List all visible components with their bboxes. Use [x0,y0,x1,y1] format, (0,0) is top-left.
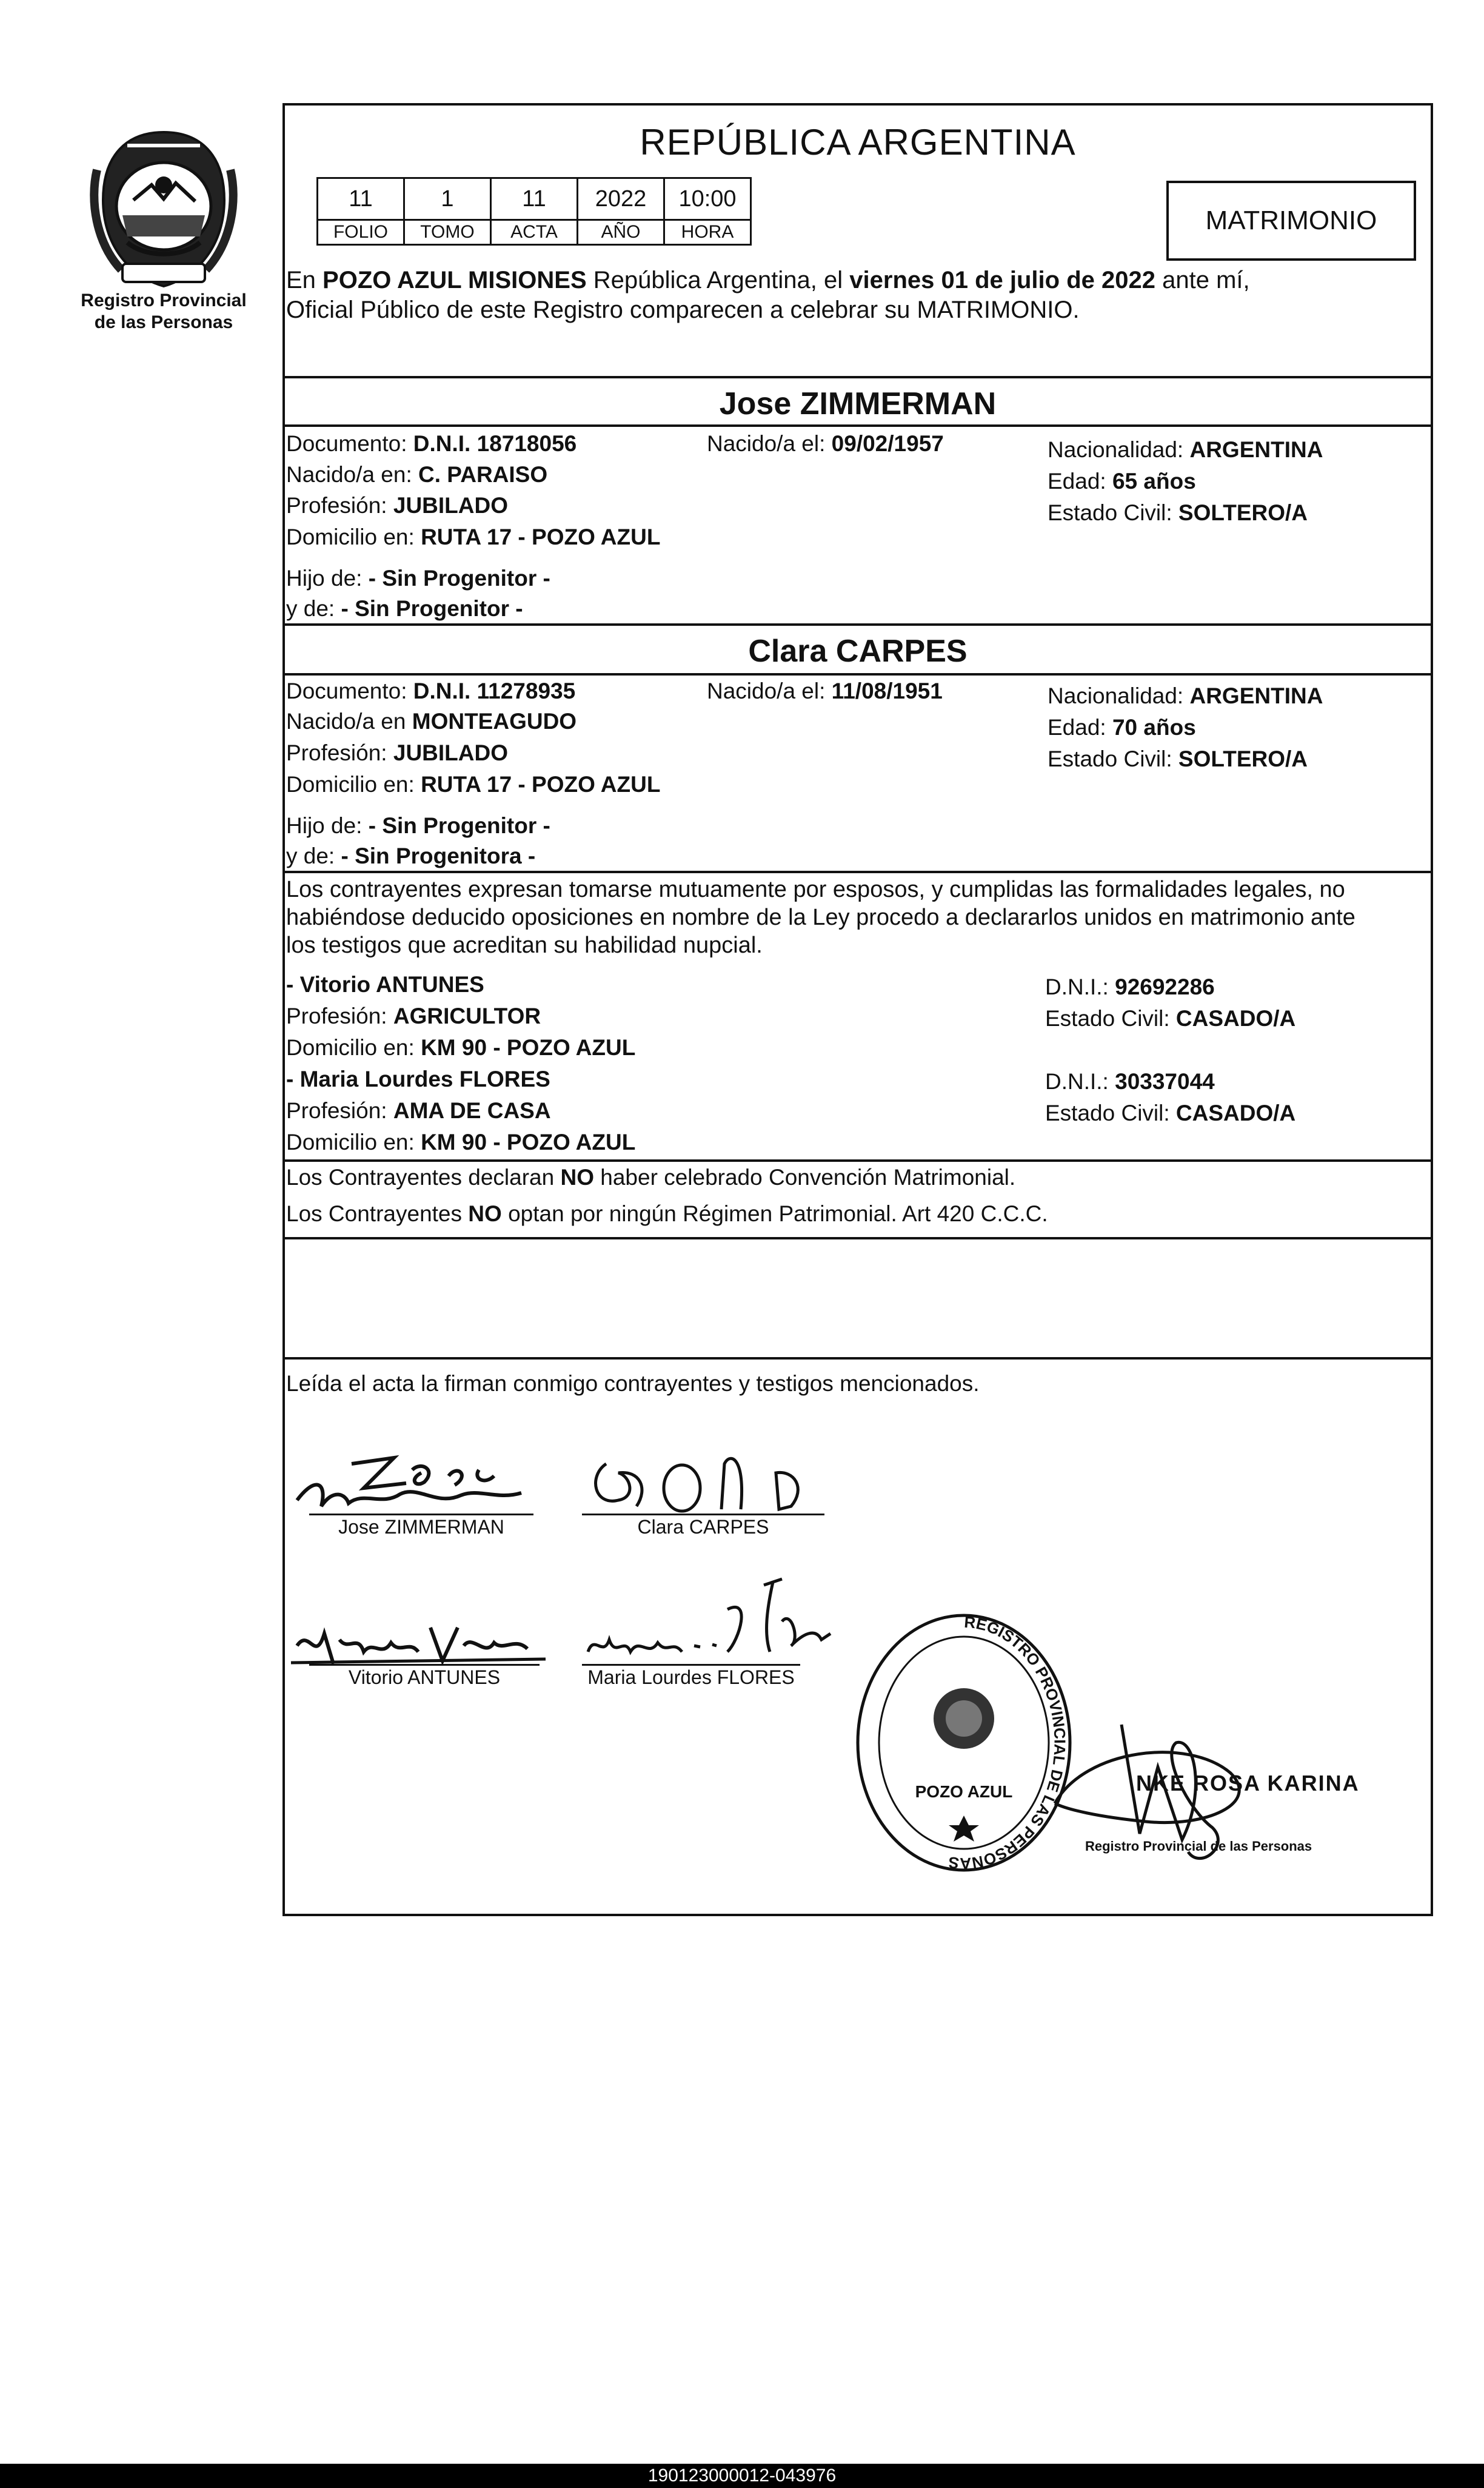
signature-maria-lourdes-flores [582,1573,873,1670]
party2-name: Clara CARPES [748,634,968,669]
hora-label: HORA [664,220,751,245]
signature-caption-1: Jose ZIMMERMAN [338,1516,504,1538]
signature-line [309,1514,533,1515]
party2-age: Edad: 70 años [1048,715,1196,740]
signature-line [309,1664,540,1666]
party1-parent1: Hijo de: - Sin Progenitor - [286,566,550,591]
declaration-text [286,876,1426,959]
signature-jose-zimmerman [291,1427,533,1518]
party1-birthplace: Nacido/a en: C. PARAISO [286,462,548,487]
party1-birthdate: Nacido/a el: 09/02/1957 [707,431,944,456]
officer-name: NKE ROSA KARINA [1136,1771,1360,1796]
witness1-civil-status: Estado Civil: CASADO/A [1045,1006,1296,1031]
party2-parent2: y de: - Sin Progenitora - [286,843,536,868]
regime-line1: Los Contrayentes declaran NO haber celebrado Convención Matrimonial. [286,1165,1016,1190]
intro-text-a: En [286,267,323,293]
divider [285,1357,1431,1360]
intro-place: POZO AZUL MISIONES [323,267,587,293]
intro-line2: Oficial Público de este Registro comparecen a celebrar su MATRIMONIO. [286,297,1080,323]
certificate-frame [282,103,1433,1916]
registry-caption-line2: de las Personas [94,312,233,332]
witness1-dni: D.N.I.: 92692286 [1045,974,1215,999]
registry-table [316,177,752,246]
signature-line [582,1664,800,1666]
party2-profession: Profesión: JUBILADO [286,740,508,765]
party1-age: Edad: 65 años [1048,469,1196,494]
document-title: REPÚBLICA ARGENTINA [640,122,1076,163]
divider [285,673,1431,676]
divider [285,1237,1431,1239]
witness2-dni: D.N.I.: 30337044 [1045,1069,1215,1094]
party2-birthdate: Nacido/a el: 11/08/1951 [707,679,943,703]
tomo-value: 1 [404,178,491,220]
intro-date: viernes 01 de julio de 2022 [849,267,1155,293]
party1-parent2: y de: - Sin Progenitor - [286,596,523,621]
folio-value: 11 [318,178,404,220]
party1-document: Documento: D.N.I. 18718056 [286,431,577,456]
officer-title: Registro Provincial de las Personas [1085,1839,1312,1854]
hora-value: 10:00 [664,178,751,220]
signature-clara-carpes [582,1440,824,1518]
party1-address: Domicilio en: RUTA 17 - POZO AZUL [286,525,661,549]
signature-line [582,1514,824,1515]
intro-text-b: República Argentina, el [586,267,850,293]
ano-label: AÑO [578,220,664,245]
declaration-line: habiéndose deducido oposiciones en nombre de la Ley procedo a declararlos unidos en matrimonio ante [286,905,1355,930]
ano-value: 2022 [578,178,664,220]
party1-civil-status: Estado Civil: SOLTERO/A [1048,500,1308,525]
divider [285,1159,1431,1162]
signature-caption-4: Maria Lourdes FLORES [587,1666,795,1688]
divider [285,623,1431,626]
witness2-profession: Profesión: AMA DE CASA [286,1098,551,1123]
stamp-ring-text: REGISTRO PROVINCIAL DE LAS PERSONAS [947,1612,1069,1873]
acta-value: 11 [491,178,578,220]
declaration-line: los testigos que acreditan su habilidad nupcial. [286,933,763,958]
intro-text-c: ante mí, [1155,267,1250,293]
party2-document: Documento: D.N.I. 11278935 [286,679,576,703]
party2-birthplace: Nacido/a en MONTEAGUDO [286,709,577,734]
stamp-inner-text: POZO AZUL [915,1782,1013,1801]
witness1-profession: Profesión: AGRICULTOR [286,1004,541,1028]
signature-vitorio-antunes [291,1609,552,1670]
party1-profession: Profesión: JUBILADO [286,493,508,518]
witness2-name: - Maria Lourdes FLORES [286,1067,550,1091]
record-type-box: MATRIMONIO [1166,181,1416,261]
declaration-line: Los contrayentes expresan tomarse mutuamente por esposos, y cumplidas las formalidades legales, no [286,877,1345,902]
signature-caption-2: Clara CARPES [637,1516,769,1538]
closing-text: Leída el acta la firman conmigo contrayentes y testigos mencionados. [286,1371,980,1396]
tomo-label: TOMO [404,220,491,245]
witness1-address: Domicilio en: KM 90 - POZO AZUL [286,1035,636,1060]
witness1-name: - Vitorio ANTUNES [286,972,484,997]
divider [285,376,1431,378]
acta-label: ACTA [491,220,578,245]
party1-name: Jose ZIMMERMAN [719,386,997,421]
party2-nationality: Nacionalidad: ARGENTINA [1048,683,1323,708]
witness2-address: Domicilio en: KM 90 - POZO AZUL [286,1130,636,1155]
party2-address: Domicilio en: RUTA 17 - POZO AZUL [286,772,661,797]
party2-civil-status: Estado Civil: SOLTERO/A [1048,746,1308,771]
signature-caption-3: Vitorio ANTUNES [348,1666,501,1688]
party1-nationality: Nacionalidad: ARGENTINA [1048,437,1323,462]
divider [285,871,1431,873]
regime-line2: Los Contrayentes NO optan por ningún Régimen Patrimonial. Art 420 C.C.C. [286,1201,1048,1226]
province-seal-logo [85,127,242,291]
divider [285,424,1431,427]
party2-parent1: Hijo de: - Sin Progenitor - [286,813,550,838]
registry-caption [55,290,273,334]
registry-caption-line1: Registro Provincial [81,290,247,310]
folio-label: FOLIO [318,220,404,245]
intro-line1 [286,266,1250,295]
witness2-civil-status: Estado Civil: CASADO/A [1045,1101,1296,1125]
document-code-footer: 190123000012-043976 [0,2464,1484,2488]
